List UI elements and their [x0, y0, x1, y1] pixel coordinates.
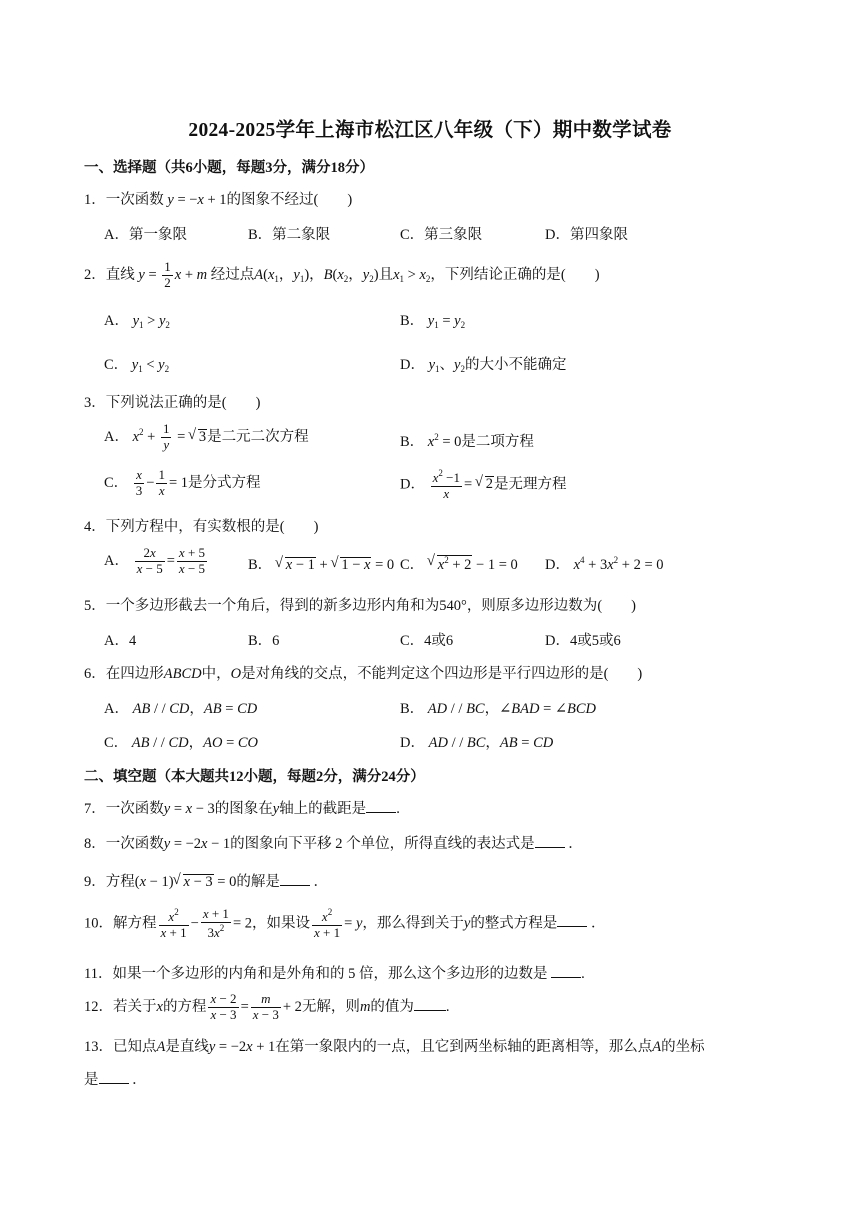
q5-option-c[interactable]: C．4或6: [400, 633, 454, 649]
q5-option-b[interactable]: B．6: [248, 633, 280, 649]
question-13-continued: 是 ．: [84, 1072, 147, 1088]
question-6: 6．在四边形ABCD中，O是对角线的交点，不能判定这个四边形是平行四边形的是( ): [84, 666, 643, 682]
q6-option-d[interactable]: D． AD / / BC，AB = CD: [400, 735, 554, 751]
answer-blank[interactable]: [557, 914, 587, 927]
question-11: 11．如果一个多边形的内角和是外角和的 5 倍，那么这个多边形的边数是 .: [84, 966, 585, 982]
q3-option-a[interactable]: A． $x^2$ + $\frac{1}{y}$ = √ 3是二元二次方程: [104, 422, 309, 453]
q4-option-b[interactable]: B． √ x − 1 + √ 1 − x = 0: [248, 553, 394, 574]
exam-title: 2024-2025学年上海市松江区八年级（下）期中数学试卷: [188, 120, 672, 141]
section-heading-choice: 一、选择题（共6小题，每题3分，满分18分）: [84, 160, 374, 176]
q3-option-d[interactable]: D． $\frac{x^2 -1}{x}$ = √ 2是无理方程: [400, 468, 567, 502]
q2-option-c[interactable]: C． $y_1 < y_2$: [104, 357, 170, 374]
q2-option-a[interactable]: A． $y_1 > y_2$: [104, 313, 170, 330]
question-3: 3．下列说法正确的是( ): [84, 395, 261, 411]
question-10: 10．解方程 $\frac{x^2}{x + 1}$ − $\frac{x + 1}{3x^2}$ = 2，如果设 $\frac{x^2}{x + 1}$ = y，那么得到关于y的整式方程是 ．: [84, 906, 606, 940]
q1-option-b[interactable]: B．第二象限: [248, 227, 331, 243]
q1-option-d[interactable]: D．第四象限: [545, 227, 628, 243]
question-2: 2．直线 y = $\frac{1}{2}$ x + m 经过点$A(x_1$，$y_1$)，$B(x_2$，$y_2$)且$x_1 > x_2$，下列结论正确的是( ): [84, 259, 600, 290]
question-13: 13．已知点A是直线y = −2x + 1在第一象限内的一点，且它到两坐标轴的距离相等，那么点A的坐标: [84, 1039, 705, 1055]
q5-option-a[interactable]: A．4: [104, 633, 137, 649]
question-8: 8．一次函数y = −2x − 1的图象向下平移 2 个单位，所得直线的表达式是 ．: [84, 836, 583, 852]
question-12: 12．若关于x的方程 $\frac{x - 2}{x - 3}$ = $\frac{m}{x - 3}$ + 2无解，则m的值为 .: [84, 991, 450, 1022]
section-heading-fill: 二、填空题（本大题共12小题，每题2分，满分24分）: [84, 769, 425, 785]
q3-option-b[interactable]: B． $x^2 = 0$是二项方程: [400, 432, 534, 450]
answer-blank[interactable]: [280, 873, 310, 886]
q2-option-b[interactable]: B． $y_1 = y_2$: [400, 313, 466, 330]
question-1: 1．一次函数 y = −x + 1的图象不经过( ): [84, 192, 353, 208]
answer-blank[interactable]: [414, 998, 446, 1011]
answer-blank[interactable]: [366, 800, 396, 813]
q4-option-a[interactable]: A． $\frac{2x}{x - 5}$ = $\frac{x + 5}{x - 5}$: [104, 545, 206, 576]
question-5: 5．一个多边形截去一个角后，得到的新多边形内角和为540°，则原多边形边数为( ): [84, 598, 636, 614]
question-9: 9．方程(x − 1)√ x − 3 = 0的解是 ．: [84, 870, 328, 891]
q2-option-d[interactable]: D． $y_1$、$y_2$的大小不能确定: [400, 357, 567, 374]
question-7: 7．一次函数y = x − 3的图象在y轴上的截距是 .: [84, 801, 400, 817]
q5-option-d[interactable]: D．4或5或6: [545, 633, 621, 649]
q4-option-d[interactable]: D． $x^4 + 3x^2 + 2 = 0$: [545, 555, 664, 573]
answer-blank[interactable]: [551, 965, 581, 978]
answer-blank[interactable]: [535, 835, 565, 848]
q4-option-c[interactable]: C． √ $x^2 + 2 - 1 = 0$: [400, 553, 518, 574]
q3-option-c[interactable]: C． $\frac{x}{3}$ − $\frac{1}{x}$ = 1是分式方程: [104, 467, 261, 498]
q6-option-a[interactable]: A． AB / / CD，AB = CD: [104, 701, 258, 717]
q6-option-c[interactable]: C． AB / / CD，AO = CO: [104, 735, 259, 751]
answer-blank[interactable]: [99, 1071, 129, 1084]
q1-option-c[interactable]: C．第三象限: [400, 227, 483, 243]
q6-option-b[interactable]: B． AD / / BC，∠BAD = ∠BCD: [400, 701, 597, 717]
q1-option-a[interactable]: A．第一象限: [104, 227, 187, 243]
question-4: 4．下列方程中，有实数根的是( ): [84, 519, 319, 535]
